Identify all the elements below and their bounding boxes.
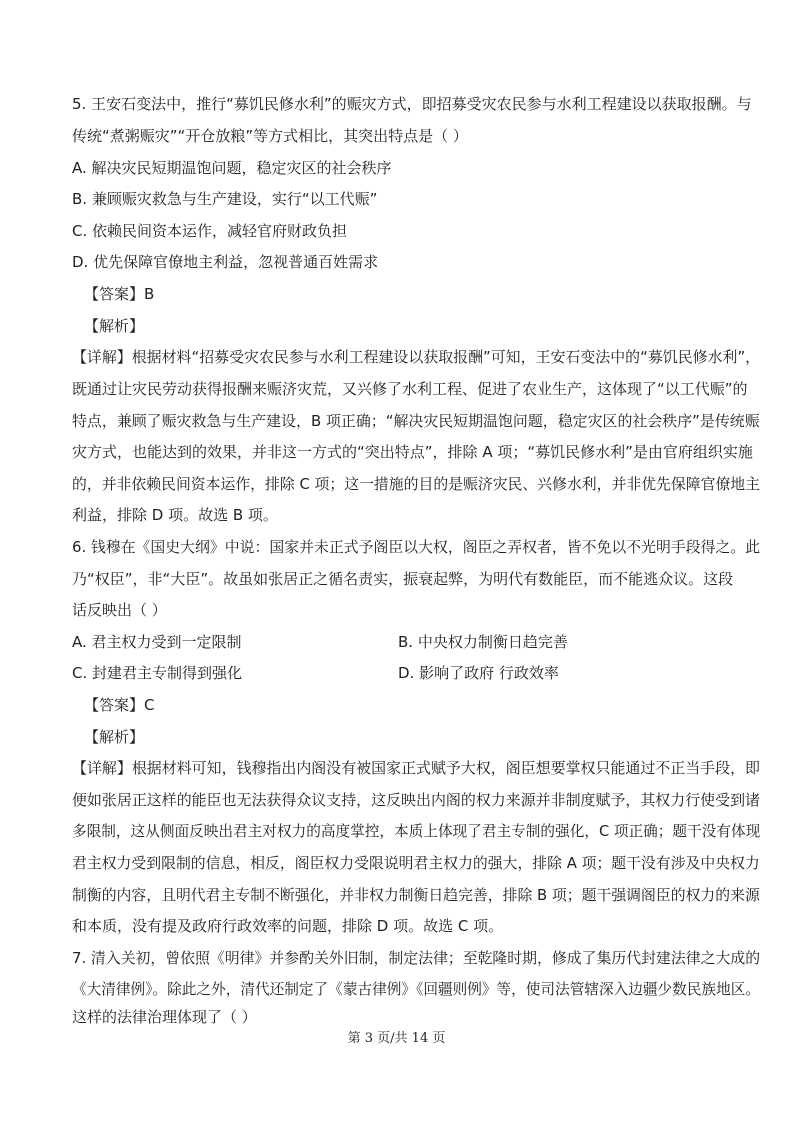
q5-option-c: C. 依赖民间资本运作，减轻官府财政负担 xyxy=(72,222,348,240)
q6-detail-line-6: 和本质，没有提及政府行政效率的问题，排除 D 项。故选 C 项。 xyxy=(72,917,504,935)
q5-detail-line-3: 特点，兼顾了赈灾救急与生产建设，B 项正确；“解决灾民短期温饱问题，稳定灾区的社会秩序”是传统赈 xyxy=(72,412,760,430)
q5-detail-line-6: 利益，排除 D 项。故选 B 项。 xyxy=(72,506,278,524)
q5-answer: 【答案】B xyxy=(84,285,155,303)
q5-detail-line-5: 的，并非依赖民间资本运作，排除 C 项；这一措施的目的是赈济灾民、兴修水利，并非优先保障官僚地主 xyxy=(72,475,760,493)
q6-detail-line-5: 制衡的内容，且明代君主专制不断强化，并非权力制衡日趋完善，排除 B 项；题干强调阁臣的权力的来源 xyxy=(72,886,760,904)
q6-stem-line-2: 乃“权臣”，非“大臣”。故虽如张居正之循名责实，振衰起弊，为明代有数能臣，而不能逃众议。这段 xyxy=(72,570,734,588)
q5-option-d: D. 优先保障官僚地主利益，忽视普通百姓需求 xyxy=(72,253,379,271)
q6-stem-line-3: 话反映出（ ） xyxy=(72,601,167,619)
q5-option-b: B. 兼顾赈灾救急与生产建设，实行“以工代赈” xyxy=(72,190,378,208)
page-footer: 第 3 页/共 14 页 xyxy=(347,1031,446,1046)
q6-option-a: A. 君主权力受到一定限制 xyxy=(72,633,242,651)
q6-analysis-label: 【解析】 xyxy=(84,728,145,746)
q5-detail-line-4: 灾方式，也能达到的效果，并非这一方式的“突出特点”，排除 A 项；“募饥民修水利”是由官府组织实施 xyxy=(72,443,753,461)
q7-stem-line-2: 《大清律例》。除此之外，清代还制定了《蒙古律例》《回疆则例》等，使司法管辖深入边疆少数民族地区。 xyxy=(72,980,761,998)
q5-stem-line-1: 5. 王安石变法中，推行“募饥民修水利”的赈灾方式，即招募受灾农民参与水利工程建设以获取报酬。与 xyxy=(72,95,752,113)
q5-detail-line-1: 【详解】根据材料“招募受灾农民参与水利工程建设以获取报酬”可知，王安石变法中的“募饥民修水利”， xyxy=(72,348,761,366)
q6-answer: 【答案】C xyxy=(84,696,155,714)
q6-detail-line-4: 君主权力受到限制的信息，相反，阁臣权力受限说明君主权力的强大，排除 A 项；题干没有涉及中央权力 xyxy=(72,854,760,872)
q6-detail-line-3: 多限制，这从侧面反映出君主对权力的高度掌控，本质上体现了君主专制的强化，C 项正确；题干没有体现 xyxy=(72,822,761,840)
q6-option-c: C. 封建君主专制得到强化 xyxy=(72,664,243,682)
q6-option-b: B. 中央权力制衡日趋完善 xyxy=(398,633,568,651)
q7-stem-line-3: 这样的法律治理体现了（ ） xyxy=(72,1008,257,1026)
q6-stem-line-1: 6. 钱穆在《国史大纲》中说：国家并未正式予阁臣以大权，阁臣之弄权者，皆不免以不光明手段得之。此 xyxy=(72,538,761,556)
q5-detail-line-2: 既通过让灾民劳动获得报酬来赈济灾荒，又兴修了水利工程、促进了农业生产，这体现了“以工代赈”的 xyxy=(72,380,748,398)
q6-option-d: D. 影响了政府 行政效率 xyxy=(398,664,559,682)
q5-analysis-label: 【解析】 xyxy=(84,317,145,335)
q6-detail-line-1: 【详解】根据材料可知，钱穆指出内阁没有被国家正式赋予大权，阁臣想要掌权只能通过不正当手段，即 xyxy=(72,759,761,777)
q7-stem-line-1: 7. 清入关初，曾依照《明律》并参酌关外旧制，制定法律；至乾隆时期，修成了集历代封建法律之大成的 xyxy=(72,949,761,967)
q6-detail-line-2: 便如张居正这样的能臣也无法获得众议支持，这反映出内阁的权力来源并非制度赋予，其权力行使受到诸 xyxy=(72,791,761,809)
q5-stem-line-2: 传统“煮粥赈灾”“开仓放粮”等方式相比，其突出特点是（ ） xyxy=(72,127,468,145)
q5-option-a: A. 解决灾民短期温饱问题，稳定灾区的社会秩序 xyxy=(72,159,392,177)
